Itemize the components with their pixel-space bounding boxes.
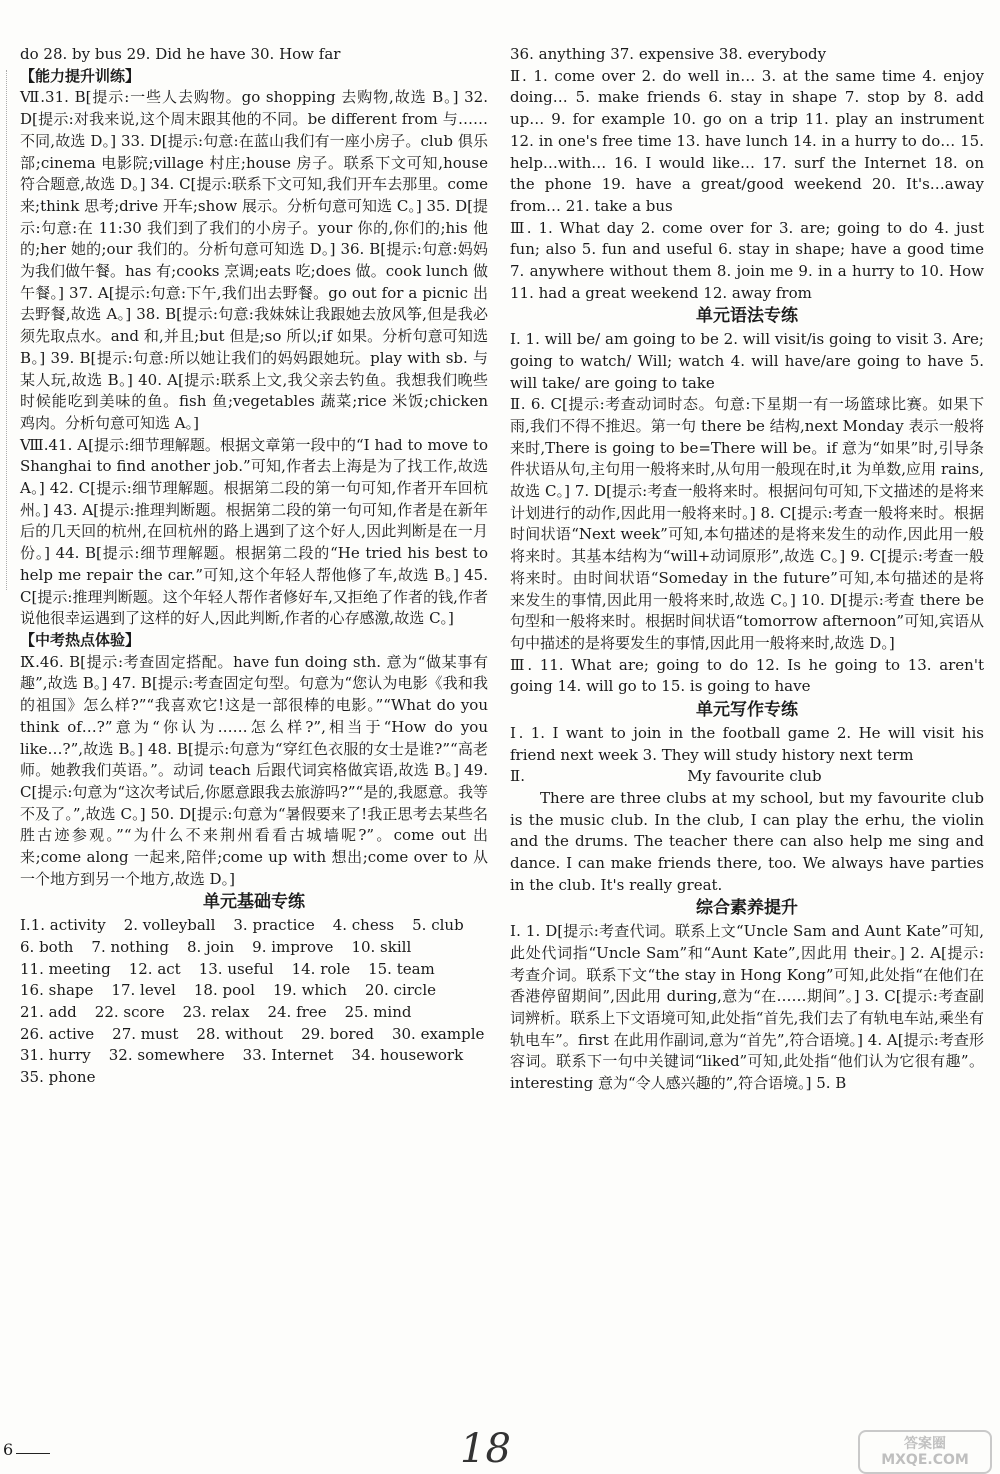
vocabulary-answer-item: 24. free: [267, 1002, 327, 1021]
vocabulary-answer-item: 21. add: [20, 1002, 77, 1021]
section-tag-zhongkao: 【中考热点体验】: [20, 630, 141, 649]
vocabulary-answer-item: 8. join: [186, 937, 235, 956]
vocabulary-answer-item: 4. chess: [332, 916, 395, 935]
vocabulary-answer-item: 27. must: [112, 1024, 179, 1043]
vocabulary-answer-item: 2. volleyball: [123, 916, 216, 935]
answers-viii: Ⅷ.41. A[提示:细节理解题。根据文章第一段中的“I had to move to Shanghai to find another job.”可知,作者去上海是为了找工作,故选 A。] 42. C[提示:细节理解题。根据第二段的第一句可知,作者开车回杭州。] 43. A[提示:推理判断题。根据第二段的第一句可知,作者是在新年后的几天回的杭州,在回杭州的路上遇到了这个好人,因此判断是在一月份。] 44. B[提示:细节理解题。根据第二段的“He tried his best to help me repair the car.”可知,这个年轻人帮他修了车,故选 B。] 45. C[提示:推理判断题。这个年轻人帮作者修好车,又拒绝了作者的钱,作者说他很幸运遇到了这样的好人,因此判断,作者的心存感激,故选 C。]: [20, 435, 488, 628]
vocabulary-answer-item: 26. active: [20, 1024, 95, 1043]
vocabulary-answer-item: 32. somewhere: [108, 1046, 225, 1065]
vocabulary-answer-item: 33. Internet: [242, 1046, 334, 1065]
answer-line-36-38: 36. anything 37. expensive 38. everybody: [510, 45, 827, 63]
answers-vii: Ⅶ.31. B[提示:一些人去购物。go shopping 去购物,故选 B。] 32. D[提示:对我来说,这个周末跟其他的不同。be different from 与……不同,故选 D。] 33. D[提示:句意:在蓝山我们有一座小房子。club 俱乐部;cinema 电影院;village 村庄;house 房子。联系下文可知,house 符合题意,故选 D。] 34. C[提示:联系下文可知,我们开车去那里。come 来;think 思考;drive 开车;show 展示。分析句意可知选 C。] 35. D[提示:句意:在 11:30 我们到了我们的小房子。your 你的,你们的;his 他的;her 她的;our 我们的。分析句意可知选 D。] 36. B[提示:句意:妈妈为我们做午餐。has 有;cooks 烹调;eats 吃;does 做。cook lunch 做午餐。] 37. A[提示:句意:下午,我们出去野餐。go out for a picnic 出去野餐,故选 A。] 38. B[提示:句意:我妹妹让我跟她去放风筝,但是我必须先取点水。and 和,并且;but 但是;so 所以;if 如果。分析句意可知选 B。] 39. B[提示:句意:所以她让我们的妈妈跟她玩。play with sb. 与某人玩,故选 B。] 40. A[提示:联系上文,我父亲去钓鱼。我想我们晚些时候能吃到美味的鱼。fish 鱼;vegetables 蔬菜;rice 米饭;chicken 鸡肉。分析句意可知选 A。]: [20, 88, 488, 432]
answers-iii: Ⅲ. 1. What day 2. come over for 3. are; going to do 4. just fun; also 5. fun and useful 6. stay in shape; have a good time 7. anywhere without them 8. join me 9. in a hurry to 10. How 11. had a great weekend 12. away from: [510, 218, 984, 302]
heading-unit-basics: 单元基础专练: [203, 892, 305, 913]
essay-title: My favourite club: [687, 767, 822, 786]
watermark-text-bottom: MXQE.COM: [881, 1452, 969, 1468]
answer-line-28-30: do 28. by bus 29. Did he have 30. How far: [20, 45, 341, 63]
vocabulary-answer-item: 3. practice: [233, 916, 315, 935]
comprehensive-answers: Ⅰ. 1. D[提示:考查代词。联系上文“Uncle Sam and Aunt Kate”可知,此处代词指“Uncle Sam”和“Aunt Kate”,因此用 their。] 2. A[提示:考查介词。联系下文“the stay in Hong Kong”可知,此处指“在他们在香港停留期间”,因此用 during,意为“在……期间”。] 3. C[提示:考查副词辨析。联系上下文语境可知,此处指“首先,我们去了有轨电车站,乘坐有轨电车”。first 在此用作副词,意为“首先”,符合语境。] 4. A[提示:考查形容词。联系下一句中关键词“liked”可知,此处指“他们认为它很有趣”。interesting 意为“令人感兴趣的”,符合语境。] 5. B: [510, 922, 984, 1093]
right-column: [510, 44, 984, 1095]
writing-label-ii: Ⅱ.: [510, 767, 525, 786]
grammar-answers-iii: Ⅲ. 11. What are; going to do 12. Is he going to 13. aren't going 14. will go to 15. is going to have: [510, 655, 984, 696]
vocabulary-answer-item: 17. level: [111, 981, 176, 1000]
margin-dotted-line: [6, 70, 7, 590]
essay-heading: [510, 766, 984, 788]
grammar-answers-i: Ⅰ. 1. will be/ am going to be 2. will visit/is going to visit 3. Are; going to watch/ Will; watch 4. will have/are going to have 5. will take/ are going to take: [510, 330, 984, 392]
vocabulary-answer-item: 12. act: [128, 959, 181, 978]
vocabulary-answer-item: 19. which: [272, 981, 347, 1000]
vocabulary-answer-item: 34. housework: [351, 1046, 464, 1065]
vocabulary-answer-item: 20. circle: [364, 981, 437, 1000]
vocabulary-answer-item: 31. hurry: [20, 1046, 91, 1065]
heading-unit-grammar: 单元语法专练: [696, 306, 798, 327]
vocabulary-answer-item: 16. shape: [20, 981, 94, 1000]
section-tag-ability: 【能力提升训练】: [20, 66, 141, 85]
vocabulary-answer-item: 9. improve: [252, 937, 334, 956]
vocabulary-answer-item: 5. club: [412, 916, 464, 935]
vocabulary-answer-item: 35. phone: [20, 1068, 96, 1087]
heading-comprehensive: 综合素养提升: [696, 898, 798, 919]
vocabulary-answer-item: 29. bored: [301, 1024, 374, 1043]
vocabulary-answer-item: 6. both: [20, 937, 74, 956]
vocabulary-answer-item: 10. skill: [351, 937, 412, 956]
answers-ii-phrases: Ⅱ. 1. come over 2. do well in… 3. at the same time 4. enjoy doing… 5. make friends 6. stay in shape 7. stop by 8. add up… 9. for example 10. go on a trip 11. play an instrument 12. in one's free time 13. have lunch 14. in a hurry to do… 15. help…with… 16. I would like… 17. surf the Internet 18. on the phone 19. have a great/good weekend 20. It's…away from… 21. take a bus: [510, 66, 984, 215]
left-column: [20, 44, 488, 1089]
vocabulary-answer-item: 28. without: [196, 1024, 284, 1043]
essay-body: There are three clubs at my school, but my favourite club is the music club. In the club, I can play the erhu, the violin and the drums. The teacher there can also help me sing and dance. I can make friends there, too. We always have parties in the club. It's really great.: [510, 788, 984, 894]
vocabulary-answer-item: Ⅰ.1. activity: [20, 916, 106, 935]
heading-unit-writing: 单元写作专练: [696, 700, 798, 721]
vocabulary-answer-item: 22. score: [94, 1002, 165, 1021]
vocabulary-answer-item: 7. nothing: [91, 937, 169, 956]
writing-answers-i: Ⅰ. 1. I want to join in the football game 2. He will visit his friend next week 3. They will study history next term: [510, 723, 984, 764]
vocabulary-answer-item: 13. useful: [198, 959, 274, 978]
vocabulary-answer-item: 25. mind: [344, 1002, 412, 1021]
vocabulary-answer-item: 30. example: [391, 1024, 485, 1043]
vocabulary-answer-item: 11. meeting: [20, 959, 111, 978]
watermark-text-top: 答案圈: [904, 1436, 946, 1452]
page-number: 6: [3, 1440, 14, 1459]
watermark-logo: [858, 1430, 992, 1474]
vocabulary-answer-item: 14. role: [291, 959, 351, 978]
vocabulary-answer-item: 23. relax: [182, 1002, 250, 1021]
page-number-rule: [16, 1453, 50, 1454]
grammar-answers-ii: Ⅱ. 6. C[提示:考查动词时态。句意:下星期一有一场篮球比赛。如果下雨,我们不得不推迟。第一句 there be 结构,next Monday 表示一般将来时,There is going to be=There will be。if 意为“如果”时,引导条件状语从句,主句用一般将来时,从句用一般现在时,it 为单数,应用 rains,故选 C。] 7. D[提示:考查一般将来时。根据问句可知,下文描述的是将来计划进行的动作,因此用一般将来时。] 8. C[提示:考查一般将来时。根据时间状语“Next week”可知,本句描述的是将来发生的动作,因此用一般将来时。其基本结构为“will+动词原形”,故选 C。] 9. C[提示:考查一般将来时。由时间状语“Someday in the future”可知,本句描述的是将来发生的事情,因此用一般将来时,故选 C。] 10. D[提示:考查 there be 句型和一般将来时。根据时间状语“tomorrow afternoon”可知,宾语从句中描述的是将要发生的事情,因此用一般将来时,故选 D。]: [510, 395, 984, 652]
handwritten-number: 18: [460, 1426, 511, 1472]
vocabulary-answer-list: [20, 915, 488, 1089]
answers-ix: Ⅸ.46. B[提示:考查固定搭配。have fun doing sth. 意为“做某事有趣”,故选 B。] 47. B[提示:考查固定句型。句意为“您认为电影《我和我的祖国》怎么样?”“我喜欢它!这是一部很棒的电影。”“What do you think of…?”意为“你认为……怎么样?”,相当于“How do you like…?”,故选 B。] 48. B[提示:句意为“穿红色衣服的女士是谁?”“高老师。她教我们英语。”。动词 teach 后跟代词宾格做宾语,故选 B。] 49. C[提示:句意为“这次考试后,你愿意跟我去旅游吗?”“是的,我愿意。我等不及了。”,故选 C。] 50. D[提示:句意为“暑假要来了!我正思考去某些名胜古迹参观。”“为什么不来荆州看看古城墙呢?”。come out 出来;come along 一起来,陪伴;come up with 想出;come over to 从一个地方到另一个地方,故选 D。]: [20, 652, 488, 888]
vocabulary-answer-item: 18. pool: [193, 981, 255, 1000]
vocabulary-answer-item: 15. team: [368, 959, 435, 978]
